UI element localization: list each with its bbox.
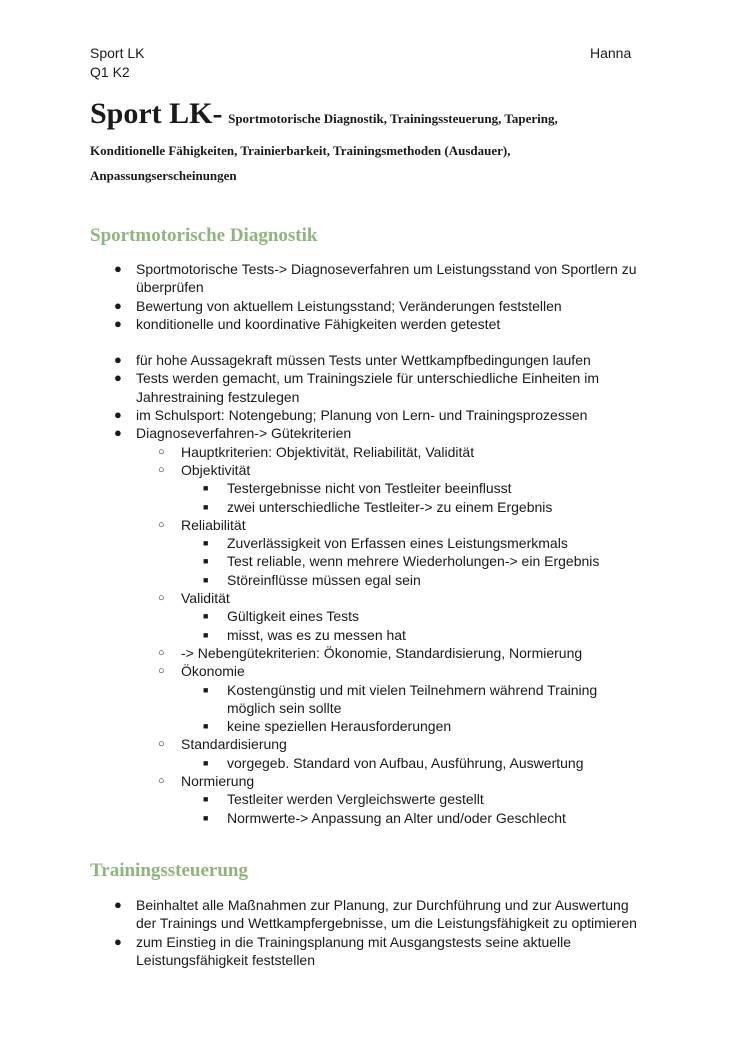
section-heading-diagnostik: Sportmotorische Diagnostik xyxy=(90,225,318,246)
bullet-circle-icon: ○ xyxy=(158,665,165,678)
list-item: ■ Störeinflüsse müssen egal sein xyxy=(203,571,421,588)
bullet-dot-icon: ● xyxy=(114,897,122,912)
list-item: ○ Normierung xyxy=(158,773,255,790)
document-header-left xyxy=(90,44,144,82)
list-item: ■ Gültigkeit eines Tests xyxy=(203,608,360,625)
bullet-circle-icon: ○ xyxy=(158,463,165,476)
list-item: ● Diagnoseverfahren-> Gütekriterien xyxy=(114,425,352,442)
list-item: ■ vorgegeb. Standard von Aufbau, Ausführung, Auswertung xyxy=(203,754,584,771)
list-item: ■ Test reliable, wenn mehrere Wiederholungen-> ein Ergebnis xyxy=(203,553,600,570)
list-item: ● für hohe Aussagekraft müssen Tests unter Wettkampfbedingungen laufen xyxy=(114,352,591,369)
list-item: ● Sportmotorische Tests-> Diagnoseverfahren um Leistungsstand von Sportlern zu überprüfen xyxy=(114,261,637,296)
bullet-square-icon: ■ xyxy=(203,611,209,622)
list-item: ■ zwei unterschiedliche Testleiter-> zu einem Ergebnis xyxy=(203,498,553,515)
bullet-square-icon: ■ xyxy=(203,483,209,494)
trainingssteuerung-list xyxy=(0,896,750,969)
bullet-circle-icon: ○ xyxy=(158,646,165,659)
list-item: ■ Normwerte-> Anpassung an Alter und/oder Geschlecht xyxy=(203,809,566,826)
section-heading-trainingssteuerung: Trainingssteuerung xyxy=(90,860,249,881)
bullet-circle-icon: ○ xyxy=(158,738,165,751)
title-subtitle-line3: Anpassungserscheinungen xyxy=(90,168,237,183)
list-item: ○ Ökonomie xyxy=(158,663,245,680)
diagnostik-list xyxy=(0,260,750,827)
list-item: ○ Reliabilität xyxy=(158,516,246,533)
list-item: ● im Schulsport: Notengebung; Planung von Lern- und Trainingsprozessen xyxy=(114,407,588,424)
list-item: ■ Zuverlässigkeit von Erfassen eines Leistungsmerkmals xyxy=(203,535,568,552)
header-class: Q1 K2 xyxy=(90,64,130,80)
bullet-square-icon: ■ xyxy=(203,721,209,732)
bullet-dot-icon: ● xyxy=(114,370,122,386)
list-item: ■ Testergebnisse nicht von Testleiter beeinflusst xyxy=(203,480,512,497)
bullet-square-icon: ■ xyxy=(203,794,209,805)
bullet-dot-icon: ● xyxy=(114,407,122,423)
list-item: ● Bewertung von aktuellem Leistungsstand; Veränderungen feststellen xyxy=(114,297,562,314)
title-subtitle-line2: Konditionelle Fähigkeiten, Trainierbarkeit, Trainingsmethoden (Ausdauer), xyxy=(90,143,511,158)
bullet-dot-icon: ● xyxy=(114,261,122,276)
bullet-dot-icon: ● xyxy=(114,933,122,949)
bullet-dot-icon: ● xyxy=(114,425,122,441)
bullet-dot-icon: ● xyxy=(114,352,122,368)
bullet-square-icon: ■ xyxy=(203,757,209,768)
bullet-dot-icon: ● xyxy=(114,315,122,331)
bullet-circle-icon: ○ xyxy=(158,592,165,605)
bullet-circle-icon: ○ xyxy=(158,775,165,788)
header-subject: Sport LK xyxy=(90,45,145,61)
bullet-square-icon: ■ xyxy=(203,684,209,695)
bullet-circle-icon: ○ xyxy=(158,445,165,458)
bullet-square-icon: ■ xyxy=(203,501,209,512)
title-subtitle-line1: Sportmotorische Diagnostik, Trainingssteuerung, Tapering, xyxy=(228,111,558,126)
bullet-dot-icon: ● xyxy=(114,297,122,313)
list-item: ● zum Einstieg in die Trainingsplanung mit Ausgangstests seine aktuelle Leistungsfähigkeit feststellen xyxy=(114,933,572,968)
document-title xyxy=(90,97,690,191)
list-item: ■ keine speziellen Herausforderungen xyxy=(203,718,452,735)
bullet-square-icon: ■ xyxy=(203,812,209,823)
list-item: ○ Validität xyxy=(158,590,230,607)
title-main: Sport LK- xyxy=(90,97,223,130)
list-item: ● Tests werden gemacht, um Trainingsziele für unterschiedliche Einheiten im Jahrestraining festzulegen xyxy=(114,370,600,405)
list-item: ○ Standardisierung xyxy=(158,736,287,753)
bullet-square-icon: ■ xyxy=(203,538,209,549)
list-item: ○ Objektivität xyxy=(158,461,251,478)
list-item: ● konditionelle und koordinative Fähigkeiten werden getestet xyxy=(114,315,501,332)
list-item: ■ Kostengünstig und mit vielen Teilnehmern während Training möglich sein sollte xyxy=(203,681,598,716)
header-author: Hanna xyxy=(590,45,632,61)
bullet-circle-icon: ○ xyxy=(158,518,165,531)
list-item: ○ Hauptkriterien: Objektivität, Reliabilität, Validität xyxy=(158,443,475,460)
bullet-square-icon: ■ xyxy=(203,556,209,567)
bullet-square-icon: ■ xyxy=(203,629,209,640)
list-item: ■ misst, was es zu messen hat xyxy=(203,626,406,643)
list-item: ■ Testleiter werden Vergleichswerte gestellt xyxy=(203,791,484,808)
bullet-square-icon: ■ xyxy=(203,574,209,585)
list-item: ○ -> Nebengütekriterien: Ökonomie, Standardisierung, Normierung xyxy=(158,644,583,661)
list-item: ● Beinhaltet alle Maßnahmen zur Planung, zur Durchführung und zur Auswertung der Trainings und Wettkampfergebnisse, um die Leistungsfähigkeit zu optimieren xyxy=(114,897,637,932)
